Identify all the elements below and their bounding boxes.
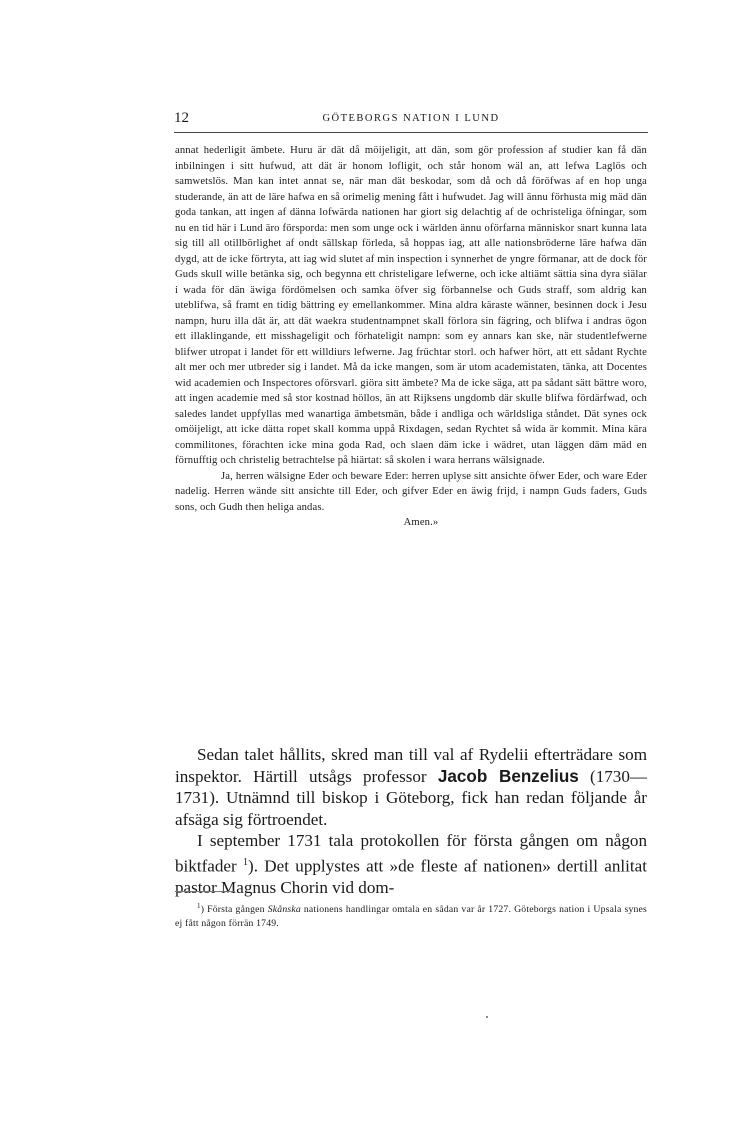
body-p2-before: I september 1731 tala protokollen för första gången om någon biktfader	[175, 831, 647, 876]
footnote	[175, 900, 647, 930]
page-header	[174, 110, 648, 130]
main-text	[175, 744, 647, 899]
body-paragraph-2	[175, 830, 647, 898]
footnote-marker: 1	[197, 902, 201, 910]
body-p1-before: Sedan talet hållits, skred man till val af Rydelii efterträdare som inspektor. Härtill utsågs professor	[175, 745, 647, 786]
body-p1-after: (1730—1731). Utnämnd till biskop i Göteborg, fick han redan följande år afsäga sig förtroendet.	[175, 766, 647, 829]
footnote-rule	[175, 891, 235, 892]
body-p2-after: ). Det upplystes att »de fleste af nationen» dertill anlitat pastor Magnus Chorin vid dom-	[175, 856, 647, 898]
running-title: GÖTEBORGS NATION I LUND	[322, 113, 500, 124]
body-paragraph-1	[175, 744, 647, 830]
page-speck	[486, 1016, 488, 1018]
person-name: Jacob Benzelius	[437, 766, 579, 786]
header-rule	[174, 132, 648, 133]
amen-line: Amen.»	[403, 517, 439, 528]
footnote-reference: 1	[243, 856, 249, 868]
footnote-italic: Skånska	[267, 904, 301, 916]
speech-paragraph-2: Ja, herren wälsigne Eder och beware Eder: herren uplyse sitt ansichte öfwer Eder, och ware Eder nadelig. Herren wände sitt ansichte till Eder, och gifver Eder en äwig frijd, i nampn Guds faders, Guds sons, och Gudh then heliga andas.	[175, 470, 647, 513]
speech-paragraph-1: annat hederligit ämbete. Huru är dät då möijeligit, att dän, som gör profession af studier kan få dän inbilningen i sitt hufwud, att dät är honom lofligit, och står honom wäl an, att lefwa Laglös och samwetslös. Man kan intet annat se, när man dät beskodar, som då och då föröfwas af en hop unga studerande, än att de läre hafwa en så orimelig mening fått i hufwudet. Jag will ännu förhusta mig mäd dän goda tankan, att ingen af dänna lofwärda nationen har giort sig delachtig af de ochristeliga öfningar, som nu en tid här i Lund äro försporda: men som unge ock i wärlden ännu oförfarna människor snart kunna lata sig till all otillbörlighet af ondt sällskap förleda, så hoppas iag, att alle nationsbröderne läre hafwa dän dygd, att de icke förtryta, att iag wid slutet af min inspection i synnerhet de yngre förmanar, att de dock för Guds skull wille betänka sig, och begynna ett christeligare lefwerne, och icke altiämt sättia sina dyra siälar i wada för dän äwiga fördömelsen och samka öfver sig förbannelse och Guds straff, som aldrig kan uteblifwa, så framt en tidig bättring ey emellankommer. Mina aldra käraste wänner, besinnen dock i Jesu nampn, huru illa dät är, att dät waekra studentnampnet skall förlora sin fägring, och blifwa i andras ögon ett illaklingande, ett misshageligit och förhateligit nampn: som ey annars kan ske, när studentlefwerne blifwer utropat i landet för ett willdiurs lefwerne. Jag früchtar storl. och hafwer hört, att ett sådant Rychte alt mer och mer utbreder sig i landet. Må da icke mangen, som är utom academistaten, tänka, att Docentes wid academien och Inspectores oförsvarl. giöra sitt ämbete? Ma de icke säga, att pa sådant sätt bättre woro, att ingen academie med så stor kostnad höllos, än att Rijksens ungdomb där skulle blifwa fördärfwad, och saledes landet uppfyllas med wanartiga ämbetsmän, både i andliga och wärldsliga ståndet. Dät synes ock omöijeligt, att icke dätta ropet skall komma uppå Rixdagen, sedan Rychtet så wida är kommit. Mina kära commilitones, förachten icke mina goda Rad, och slaen däm icke i wädret, utan läggen däm mäd en förnufftig och christelig betrachtelse på hiärtat: så skolen i wara herrans wälsignade.	[175, 145, 647, 466]
page-number: 12	[174, 110, 189, 126]
footnote-before: ) Första gången	[200, 904, 265, 916]
footnote-after: nationens handlingar omtala en sådan var år 1727. Göteborgs nation i Upsala synes ej fått någon förrän 1749.	[175, 904, 648, 929]
speech-text	[175, 143, 647, 531]
